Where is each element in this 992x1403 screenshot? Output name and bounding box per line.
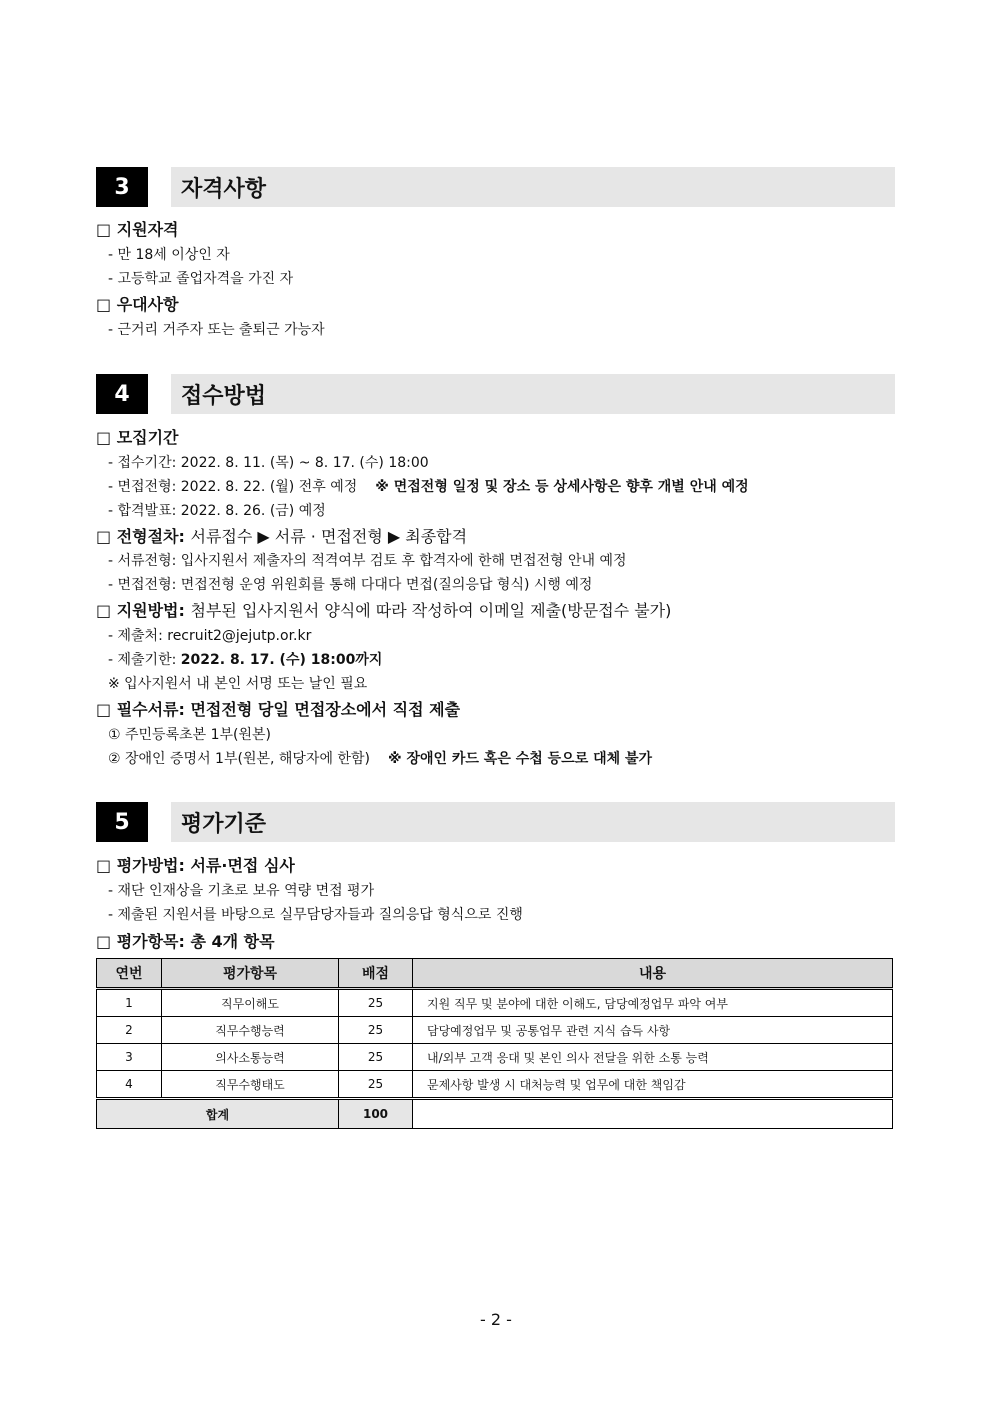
header-cell: 배점 <box>339 959 413 989</box>
signature-note: ※ 입사지원서 내 본인 서명 또는 날인 필요 <box>108 676 368 692</box>
header-cell: 평가항목 <box>162 959 339 989</box>
document-1: ① 주민등록초본 1부(원본) <box>108 727 271 743</box>
interview-note: ※ 면접전형 일정 및 장소 등 상세사항은 향후 개별 안내 예정 <box>375 479 749 495</box>
list-item: - 고등학교 졸업자격을 가진 자 <box>108 271 294 287</box>
list-item: - 서류전형: 입사지원서 제출자의 적격여부 검토 후 합격자에 한해 면접전형 안내 예정 <box>108 553 627 569</box>
table-cell: 2 <box>97 1017 162 1044</box>
table-cell: 25 <box>339 1071 413 1099</box>
table-cell: 4 <box>97 1071 162 1099</box>
total-label: 합계 <box>97 1099 339 1129</box>
procedure-flow: 서류접수 ▶ 서류 · 면접전형 ▶ 최종합격 <box>190 527 468 546</box>
table-row <box>97 1044 893 1071</box>
deadline-label: - 제출기한: <box>108 652 177 668</box>
table-cell: 25 <box>339 989 413 1017</box>
table-cell: 담당예정업무 및 공통업무 관련 지식 습득 사항 <box>413 1017 893 1044</box>
total-value: 100 <box>339 1099 413 1129</box>
method-heading: □ 지원방법: <box>96 601 185 620</box>
deadline-line <box>108 649 382 669</box>
section-number: 5 <box>96 802 148 842</box>
table-cell: 1 <box>97 989 162 1017</box>
table-cell: 25 <box>339 1044 413 1071</box>
table-cell: 직무수행능력 <box>162 1017 339 1044</box>
period-heading: □ 모집기간 <box>96 428 179 447</box>
interview-schedule <box>108 476 749 496</box>
section-title: 자격사항 <box>171 167 895 207</box>
eval-method-heading: □ 평가방법: 서류·면접 심사 <box>96 856 295 875</box>
receipt-period: - 접수기간: 2022. 8. 11. (목) ~ 8. 17. (수) 18:00 <box>108 455 429 471</box>
table-cell: 문제사항 발생 시 대처능력 및 업무에 대한 책임감 <box>413 1071 893 1099</box>
document-2: ② 장애인 증명서 1부(원본, 해당자에 한함) <box>108 751 370 767</box>
interview-date: - 면접전형: 2022. 8. 22. (월) 전후 예정 <box>108 479 358 495</box>
documents-heading: □ 필수서류: 면접전형 당일 면접장소에서 직접 제출 <box>96 700 461 719</box>
table-cell: 25 <box>339 1017 413 1044</box>
table-cell: 직무이해도 <box>162 989 339 1017</box>
table-row <box>97 1071 893 1099</box>
section-4-header <box>96 374 895 414</box>
section-title: 평가기준 <box>171 802 895 842</box>
section-title: 접수방법 <box>171 374 895 414</box>
evaluation-table <box>96 958 893 1129</box>
list-item: - 제출된 지원서를 바탕으로 실무담당자들과 질의응답 형식으로 진행 <box>108 907 523 923</box>
procedure-heading: □ 전형절차: <box>96 527 185 546</box>
table-cell: 지원 직무 및 분야에 대한 이해도, 담당예정업무 파악 여부 <box>413 989 893 1017</box>
table-cell <box>413 1099 893 1129</box>
table-header-row <box>97 959 893 989</box>
section-number: 3 <box>96 167 148 207</box>
header-cell: 내용 <box>413 959 893 989</box>
eval-items-heading: □ 평가항목: 총 4개 항목 <box>96 932 275 951</box>
preference-heading: □ 우대사항 <box>96 295 179 314</box>
submission-email: - 제출처: recruit2@jejutp.or.kr <box>108 628 312 644</box>
header-cell: 연번 <box>97 959 162 989</box>
list-item: - 만 18세 이상인 자 <box>108 247 230 263</box>
list-item: - 면접전형: 면접전형 운영 위원회를 통해 다대다 면접(질의응답 형식) 시행 예정 <box>108 577 593 593</box>
procedure-line <box>96 524 467 547</box>
table-total-row <box>97 1099 893 1129</box>
section-5-header <box>96 802 895 842</box>
document-2-note: ※ 장애인 카드 혹은 수첩 등으로 대체 불가 <box>387 751 653 767</box>
page-number: - 2 - <box>480 1310 512 1329</box>
deadline-value: 2022. 8. 17. (수) 18:00까지 <box>180 652 383 668</box>
table-cell: 직무수행태도 <box>162 1071 339 1099</box>
table-cell: 내/외부 고객 응대 및 본인 의사 전달을 위한 소통 능력 <box>413 1044 893 1071</box>
table-row <box>97 1017 893 1044</box>
method-text: 첨부된 입사지원서 양식에 따라 작성하여 이메일 제출(방문접수 불가) <box>190 601 672 620</box>
section-3-header <box>96 167 895 207</box>
announce-date: - 합격발표: 2022. 8. 26. (금) 예정 <box>108 503 326 519</box>
document-2-line <box>108 748 652 768</box>
method-line <box>96 598 671 621</box>
table-row <box>97 989 893 1017</box>
table-cell: 3 <box>97 1044 162 1071</box>
table-cell: 의사소통능력 <box>162 1044 339 1071</box>
list-item: - 재단 인재상을 기초로 보유 역량 면접 평가 <box>108 883 375 899</box>
section-number: 4 <box>96 374 148 414</box>
list-item: - 근거리 거주자 또는 출퇴근 가능자 <box>108 322 325 338</box>
eligibility-heading: □ 지원자격 <box>96 220 179 239</box>
